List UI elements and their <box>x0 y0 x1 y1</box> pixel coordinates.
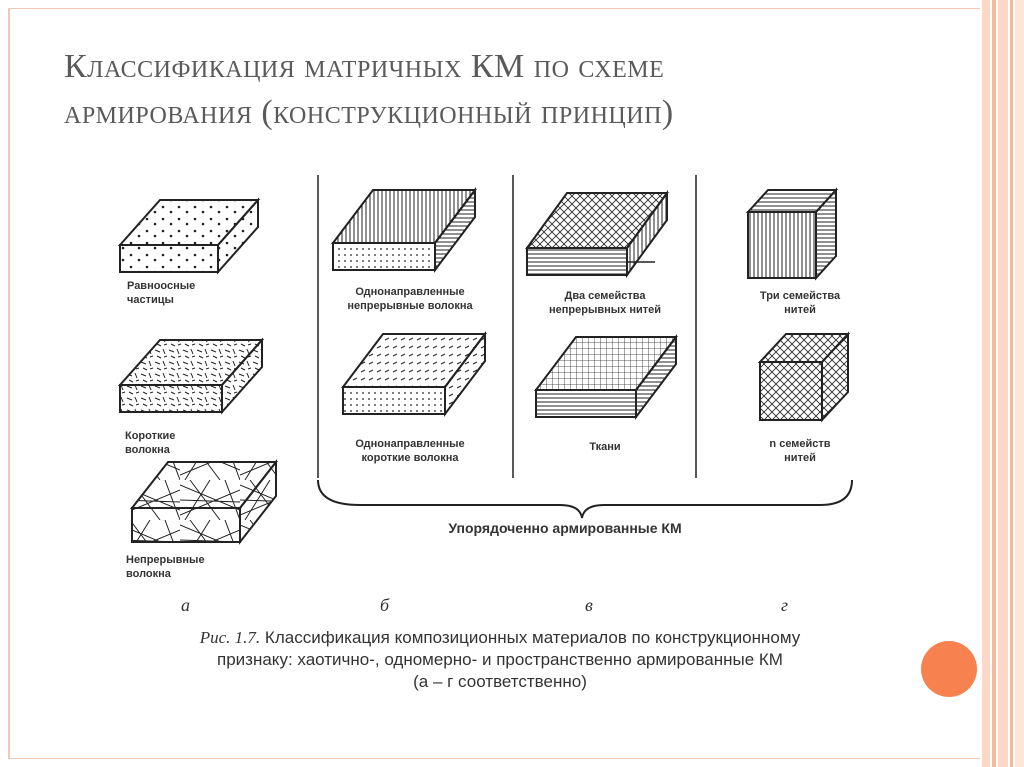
caption-v2 <box>515 440 695 454</box>
caption-v1-line2: непрерывных нитей <box>548 304 661 316</box>
block-v2-fabrics <box>536 337 676 417</box>
figure-caption-prefix: Рис. 1.7. <box>199 628 261 647</box>
title-line-1: Классификация матричных КМ по схеме <box>64 48 665 85</box>
bracket-label: Упорядоченно армированные КМ <box>448 520 682 536</box>
caption-b2-line1: Однонаправленные <box>355 438 465 450</box>
caption-b1 <box>320 285 500 313</box>
caption-g1 <box>710 289 890 317</box>
block-a3-continuous-fibers <box>132 462 276 542</box>
caption-b2-line2: короткие волокна <box>361 452 459 464</box>
letter-a: а <box>181 595 190 615</box>
caption-a2-line2: волокна <box>125 444 170 456</box>
caption-a1 <box>127 279 195 307</box>
caption-b1-line2: непрерывные волокна <box>347 300 473 312</box>
figure-caption-line2: признаку: хаотично-, одномерно- и пространственно армированные КМ <box>217 650 783 669</box>
caption-g2-line2: нитей <box>784 452 816 464</box>
caption-v1 <box>515 289 695 317</box>
title-line-2: армирования (конструкционный принцип) <box>64 94 674 131</box>
caption-a3-line1: Непрерывные <box>126 554 205 566</box>
letter-g: г <box>781 595 789 615</box>
caption-v2-line1: Ткани <box>589 441 621 453</box>
letter-b: б <box>380 595 390 615</box>
figure-caption-line3: (а – г соответственно) <box>413 672 587 691</box>
block-a2-short-fibers <box>120 340 262 412</box>
block-g1-three-families <box>748 190 836 278</box>
caption-a1-line1: Равноосные <box>127 280 196 292</box>
block-v1-two-families <box>527 193 667 275</box>
caption-a3-line2: волокна <box>126 568 171 580</box>
block-a1-equiaxed-particles <box>120 200 258 272</box>
letter-v: в <box>585 595 593 615</box>
caption-a3 <box>126 553 205 581</box>
caption-a2 <box>125 429 175 457</box>
block-g2-n-families <box>760 334 848 420</box>
block-b1-unidirectional-continuous <box>333 190 475 270</box>
figure-caption-line1-text: Классификация композиционных материалов по конструкционному <box>264 628 801 647</box>
caption-a2-line1: Короткие <box>125 430 176 442</box>
figure-caption <box>130 627 870 693</box>
caption-g1-line1: Три семейства <box>759 290 841 302</box>
caption-b1-line1: Однонаправленные <box>355 286 465 298</box>
caption-g2 <box>710 437 890 465</box>
ordered-bracket <box>318 480 852 518</box>
block-b2-unidirectional-short <box>343 334 485 414</box>
caption-v1-line1: Два семейства <box>564 290 646 302</box>
figure-caption-line1 <box>130 627 870 649</box>
decor-circle <box>921 641 977 697</box>
caption-b2 <box>320 437 500 465</box>
caption-g2-line1: n семейств <box>769 438 831 450</box>
caption-a1-line2: частицы <box>127 294 174 306</box>
caption-g1-line2: нитей <box>784 304 816 316</box>
